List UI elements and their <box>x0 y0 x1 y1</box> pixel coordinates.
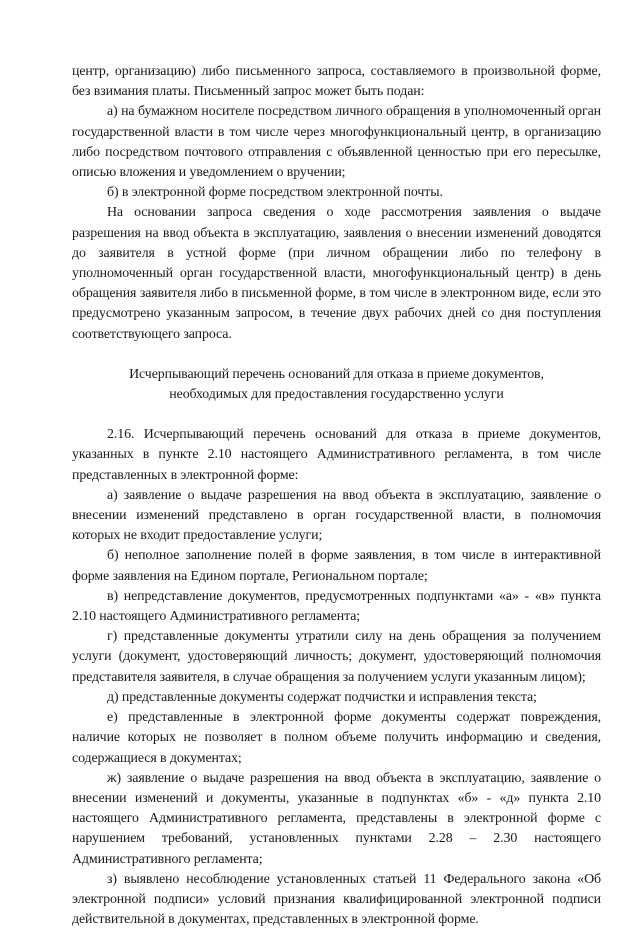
paragraph-status-info: На основании запроса сведения о ходе рассмотрения заявления о выдаче разрешения на ввод объекта в эксплуатацию, заявления о внесении изменений доводятся до заявителя в устной форме (при личном обращении либо по телефону в уполномоченный орган государственной власти, многофункциональный центр) в день обращения заявителя либо в письменной форме, в том числе в электронном виде, если это предусмотрено указанным запросом, в течение двух рабочих дней со дня поступления соответствующего запроса. <box>72 205 601 342</box>
document-page <box>72 62 601 930</box>
list-item-z: з) выявлено несоблюдение установленных статьей 11 Федерального закона «Об электронной подписи» условий признания квалифицированной электронной подписи действительной в документах, представленных в электронной форме. <box>72 871 601 928</box>
list-item-g: г) представленные документы утратили силу на день обращения за получением услуги (документ, удостоверяющий личность; документ, удостоверяющий полномочия представителя заявителя, в случае обращения за получением услуги указанным лицом); <box>72 629 601 685</box>
list-item-v: в) непредставление документов, предусмотренных подпунктами «а» - «в» пункта 2.10 настоящего Административного регламента; <box>72 588 601 625</box>
paragraph-intro-continuation: центр, организацию) либо письменного запроса, составляемого в произвольной форме, без взимания платы. Письменный запрос может быть подан: <box>72 64 601 100</box>
section-heading-line-1: Исчерпывающий перечень оснований для отказа в приеме документов, <box>129 366 544 382</box>
paragraph-item-b-email: б) в электронной форме посредством электронной почты. <box>107 185 443 201</box>
paragraph-item-a-paper: а) на бумажном носителе посредством личного обращения в уполномоченный орган государственной власти в том числе через многофункциональный центр, в организацию либо посредством почтового отправления с объявленной ценностью при его пересылке, описью вложения и уведомлением о вручении; <box>72 104 601 181</box>
list-item-e: е) представленные в электронной форме документы содержат повреждения, наличие которых не позволяет в полном объеме получить информацию и сведения, содержащиеся в документах; <box>72 710 601 766</box>
list-item-a: а) заявление о выдаче разрешения на ввод объекта в эксплуатацию, заявление о внесении изменений представлено в орган государственной власти, в полномочия которых не входит предоставление услуги; <box>72 487 601 544</box>
list-item-b: б) неполное заполнение полей в форме заявления, в том числе в интерактивной форме заявления на Едином портале, Региональном портале; <box>72 548 601 584</box>
section-heading-line-2: необходимых для предоставления государственно услуги <box>169 387 504 403</box>
section-heading <box>72 365 601 405</box>
paragraph-2-16-lead: 2.16. Исчерпывающий перечень оснований для отказа в приеме документов, указанных в пункте 2.10 настоящего Административного регламента, в том числе представленных в электронной форме: <box>72 427 601 483</box>
list-item-d: д) представленные документы содержат подчистки и исправления текста; <box>107 689 537 705</box>
section-spacer <box>72 345 601 365</box>
list-item-zh: ж) заявление о выдаче разрешения на ввод объекта в эксплуатацию, заявление о внесении изменений и документы, указанные в подпунктах «б» - «д» пункта 2.10 настоящего Административного регламента, представлены в электронной форме с нарушением требований, установленных пунктами 2.28 – 2.30 настоящего Административного регламента; <box>72 770 601 867</box>
section-spacer <box>72 405 601 425</box>
